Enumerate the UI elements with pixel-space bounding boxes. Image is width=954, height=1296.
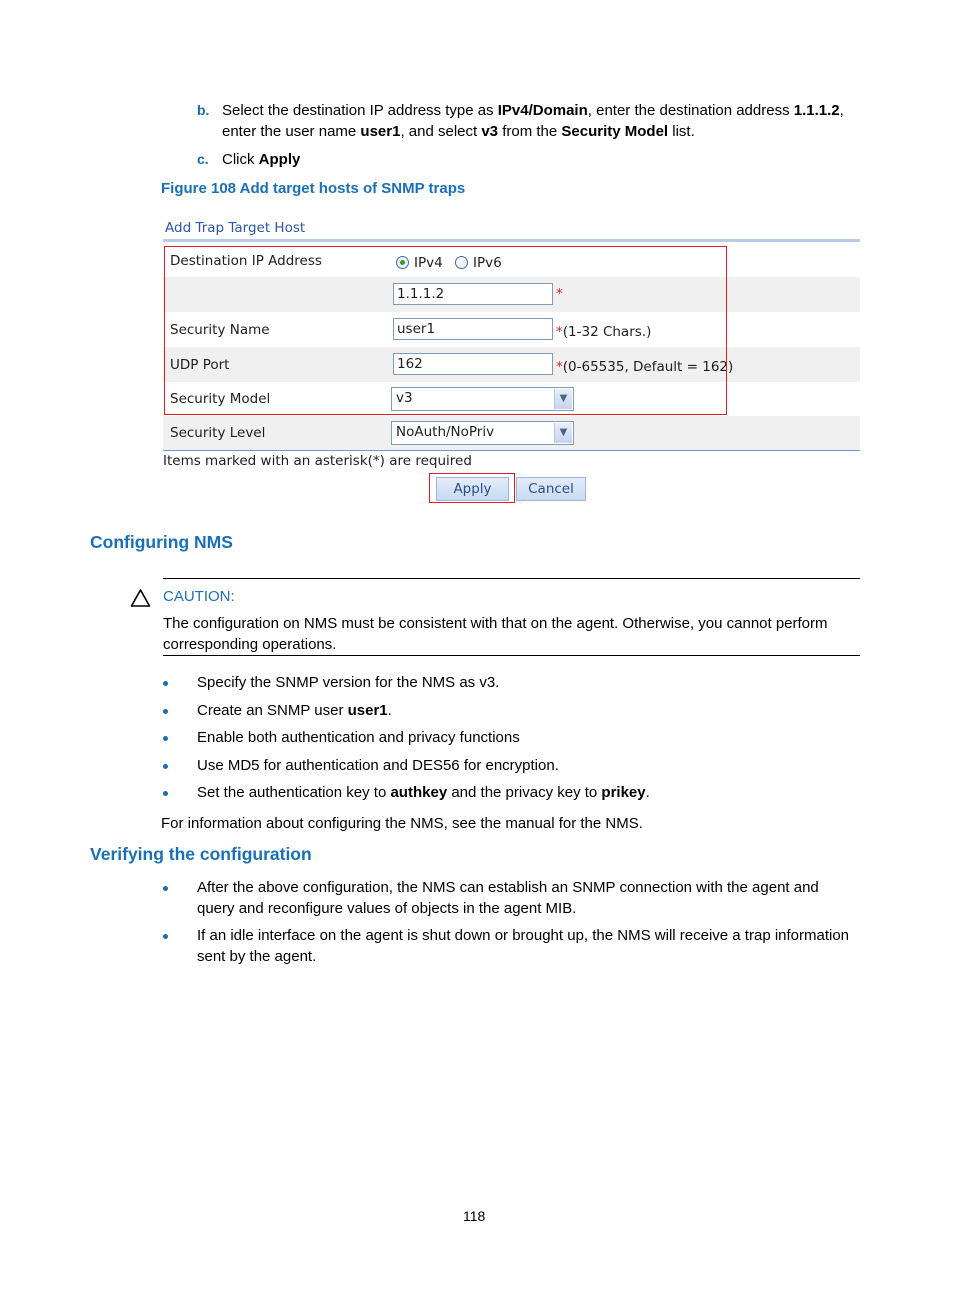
- warning-triangle-icon: [130, 588, 151, 608]
- cancel-button[interactable]: Cancel: [516, 477, 586, 501]
- bullet-item: Enable both authentication and privacy functions: [197, 729, 520, 746]
- step-b-line2: enter the user name user1, and select v3 from the Security Model list.: [222, 123, 695, 140]
- bullet-dot: [163, 886, 168, 891]
- section-heading-configuring-nms: Configuring NMS: [90, 532, 233, 552]
- apply-button[interactable]: Apply: [436, 477, 509, 501]
- caution-top-rule: [163, 578, 860, 579]
- security-level-value: NoAuth/NoPriv: [396, 424, 495, 440]
- bullet-item: Specify the SNMP version for the NMS as v3.: [197, 674, 500, 691]
- bullet-item: Set the authentication key to authkey and the privacy key to prikey.: [197, 784, 650, 801]
- bullet-dot: [163, 709, 168, 714]
- form-title-rule: [163, 239, 860, 242]
- bullet-dot: [163, 791, 168, 796]
- bullet-item: Use MD5 for authentication and DES56 for encryption.: [197, 757, 559, 774]
- dest-ip-label: Destination IP Address: [170, 253, 322, 269]
- required-asterisk: *: [556, 286, 563, 302]
- section-heading-verifying: Verifying the configuration: [90, 844, 312, 864]
- security-model-value: v3: [396, 390, 413, 406]
- security-name-hint: *(1-32 Chars.): [556, 324, 652, 340]
- page-number: 118: [463, 1208, 486, 1224]
- ipv4-radio-label[interactable]: IPv4: [414, 255, 443, 271]
- caution-text-line2: corresponding operations.: [163, 636, 337, 653]
- security-name-input[interactable]: user1: [393, 318, 553, 340]
- caution-text-line1: The configuration on NMS must be consistent with that on the agent. Otherwise, you cannot perform: [163, 615, 828, 632]
- step-b-line1: Select the destination IP address type as IPv4/Domain, enter the destination address 1.1.1.2,: [222, 102, 844, 119]
- udp-port-hint: *(0-65535, Default = 162): [556, 359, 734, 375]
- bullet-dot: [163, 764, 168, 769]
- nms-info-text: For information about configuring the NMS, see the manual for the NMS.: [161, 815, 643, 832]
- bullet-dot: [163, 736, 168, 741]
- bullet-dot: [163, 934, 168, 939]
- verify-bullet-1-line1: After the above configuration, the NMS can establish an SNMP connection with the agent and: [197, 879, 819, 896]
- highlight-box-apply: [429, 473, 515, 503]
- caution-bottom-rule: [163, 655, 860, 656]
- highlight-box-fields: [164, 246, 727, 415]
- verify-bullet-2-line2: sent by the agent.: [197, 948, 317, 965]
- security-model-label: Security Model: [170, 391, 271, 407]
- security-level-select[interactable]: [391, 421, 574, 445]
- verify-bullet-2-line1: If an idle interface on the agent is shut down or brought up, the NMS will receive a trap information: [197, 927, 850, 944]
- bullet-item: Create an SNMP user user1.: [197, 702, 392, 719]
- step-letter-b: b.: [197, 102, 210, 118]
- udp-port-label: UDP Port: [170, 357, 230, 373]
- chevron-down-icon[interactable]: ▼: [554, 423, 572, 443]
- bullet-dot: [163, 681, 168, 686]
- form-title: Add Trap Target Host: [165, 220, 306, 236]
- ipv6-radio-label[interactable]: IPv6: [473, 255, 502, 271]
- security-level-label: Security Level: [170, 425, 266, 441]
- required-note: Items marked with an asterisk(*) are required: [163, 453, 472, 469]
- step-c-text: Click Apply: [222, 151, 301, 168]
- form-bottom-rule: [163, 450, 860, 451]
- udp-port-input[interactable]: 162: [393, 353, 553, 375]
- caution-label: CAUTION:: [163, 588, 235, 605]
- step-letter-c: c.: [197, 151, 209, 167]
- verify-bullet-1-line2: query and reconfigure values of objects in the agent MIB.: [197, 900, 577, 917]
- chevron-down-icon[interactable]: ▼: [554, 389, 572, 409]
- security-name-label: Security Name: [170, 322, 270, 338]
- dest-ip-input[interactable]: 1.1.1.2: [393, 283, 553, 305]
- figure-caption: Figure 108 Add target hosts of SNMP traps: [161, 180, 466, 197]
